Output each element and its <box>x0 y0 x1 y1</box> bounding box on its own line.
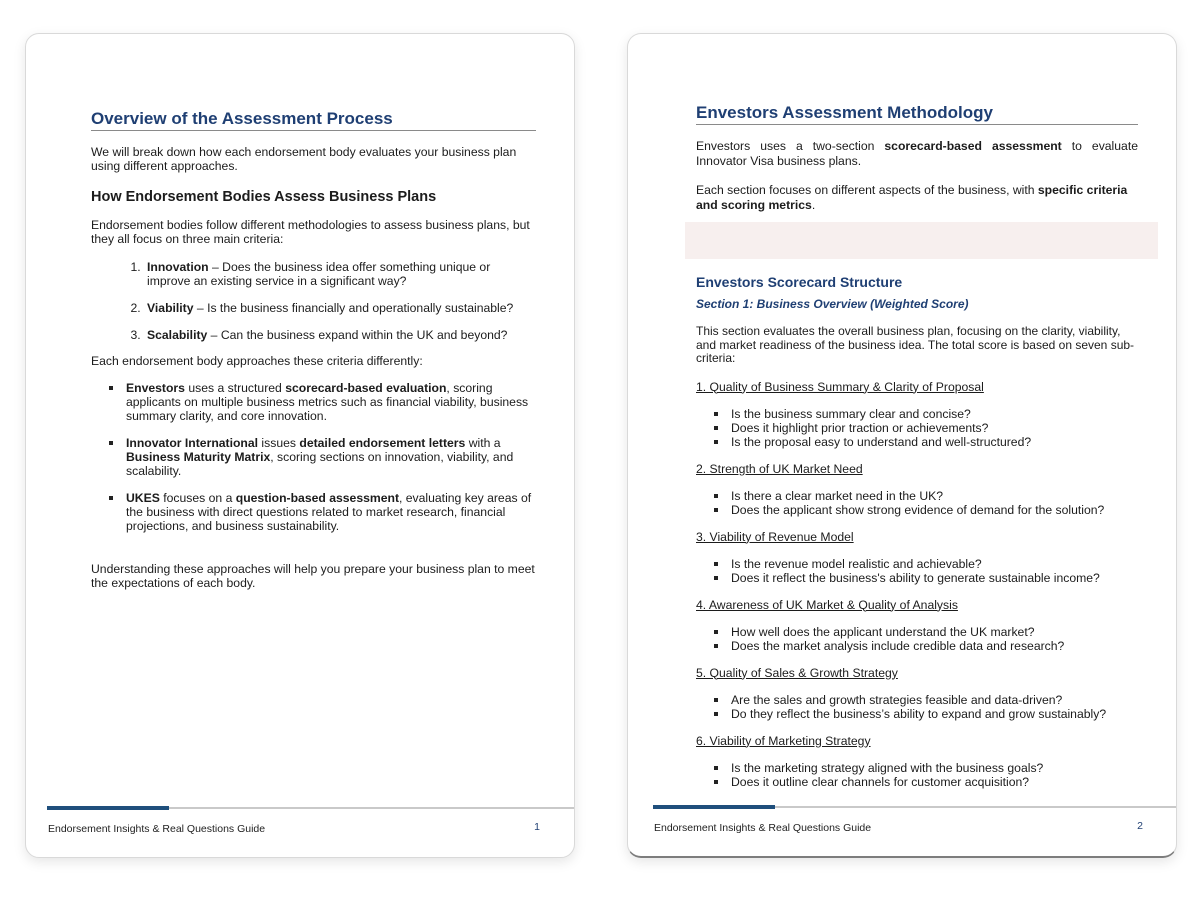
list-item: Does the market analysis include credible data and research? <box>731 639 1138 653</box>
subcriteria-title: 1. Quality of Business Summary & Clarity of Proposal <box>696 379 984 394</box>
list-item: Does it outline clear channels for customer acquisition? <box>731 775 1138 789</box>
criteria-item: 1. Innovation – Does the business idea offer something unique or improve an existing service in a significant way? <box>144 260 536 288</box>
list-item: Are the sales and growth strategies feasible and data-driven? <box>731 693 1138 707</box>
document-page-2 <box>627 33 1177 858</box>
footer-title: Endorsement Insights & Real Questions Guide <box>48 823 266 835</box>
list-item: Is there a clear market need in the UK? <box>731 489 1138 503</box>
question-list <box>696 557 1138 585</box>
section-heading: How Endorsement Bodies Assess Business Plans <box>91 189 437 205</box>
page-number: 2 <box>1137 820 1143 832</box>
list-item: Envestors uses a structured scorecard-based evaluation, scoring applicants on multiple business metrics such as financial viability, business summary clarity, and core innovation. <box>126 381 536 423</box>
criteria-item: 3. Scalability – Can the business expand within the UK and beyond? <box>144 328 536 342</box>
page-title: Overview of the Assessment Process <box>91 109 536 131</box>
subcriteria-title: 2. Strength of UK Market Need <box>696 461 863 476</box>
list-item: Innovator International issues detailed endorsement letters with a Business Maturity Matrix, scoring sections on innovation, viability, and scalability. <box>126 436 536 478</box>
bodies-intro: Each endorsement body approaches these criteria differently: <box>91 354 423 368</box>
list-item: Is the revenue model realistic and achievable? <box>731 557 1138 571</box>
page-1-content <box>26 34 574 590</box>
list-item: Is the business summary clear and concise? <box>731 407 1138 421</box>
list-item: UKES focuses on a question-based assessment, evaluating key areas of the business with direct questions related to market research, financial projections, and business sustainability. <box>126 491 536 533</box>
subcriteria-title: 5. Quality of Sales & Growth Strategy <box>696 665 898 680</box>
page-title: Envestors Assessment Methodology <box>696 103 1138 125</box>
scorecard-heading: Envestors Scorecard Structure <box>696 274 903 290</box>
section-intro: This section evaluates the overall business plan, focusing on the clarity, viability, and market readiness of the business idea. The total score is based on seven sub-criteria: <box>696 324 1135 365</box>
list-item: Does the applicant show strong evidence of demand for the solution? <box>731 503 1138 517</box>
list-item: How well does the applicant understand the UK market? <box>731 625 1138 639</box>
footer-accent-bar <box>47 806 169 810</box>
footer-title: Endorsement Insights & Real Questions Guide <box>654 822 872 834</box>
document-page-1 <box>25 33 575 858</box>
closing-paragraph: Understanding these approaches will help you prepare your business plan to meet the expectations of each body. <box>91 562 535 590</box>
list-item: Is the proposal easy to understand and well-structured? <box>731 435 1138 449</box>
question-list <box>696 489 1138 517</box>
question-list <box>696 761 1138 789</box>
intro-paragraph: We will break down how each endorsement body evaluates your business plan using different approaches. <box>91 145 517 173</box>
question-list <box>696 693 1138 721</box>
methodology-paragraph: Envestors uses a two-section scorecard-based assessment to evaluate Innovator Visa business plans. <box>696 139 1138 168</box>
endorsement-bodies-list <box>91 381 536 533</box>
list-item: Is the marketing strategy aligned with the business goals? <box>731 761 1138 775</box>
section-label: Section 1: Business Overview (Weighted Score) <box>696 297 969 311</box>
list-item: Does it reflect the business's ability to generate sustainable income? <box>731 571 1138 585</box>
page-number: 1 <box>534 821 540 833</box>
list-item: Does it highlight prior traction or achievements? <box>731 421 1138 435</box>
subcriteria-title: 4. Awareness of UK Market & Quality of Analysis <box>696 597 958 612</box>
page-2-content <box>628 34 1176 789</box>
criteria-intro: Endorsement bodies follow different methodologies to assess business plans, but they all focus on three main criteria: <box>91 218 530 246</box>
subcriteria-title: 3. Viability of Revenue Model <box>696 529 854 544</box>
footer-accent-bar <box>653 805 775 809</box>
subcriteria-title: 6. Viability of Marketing Strategy <box>696 733 871 748</box>
sections-paragraph: Each section focuses on different aspects of the business, with specific criteria and scoring metrics. <box>696 183 1128 212</box>
criteria-item: 2. Viability – Is the business financially and operationally sustainable? <box>144 301 536 315</box>
question-list <box>696 625 1138 653</box>
question-list <box>696 407 1138 449</box>
criteria-list <box>91 260 536 342</box>
list-item: Do they reflect the business’s ability to expand and grow sustainably? <box>731 707 1138 721</box>
